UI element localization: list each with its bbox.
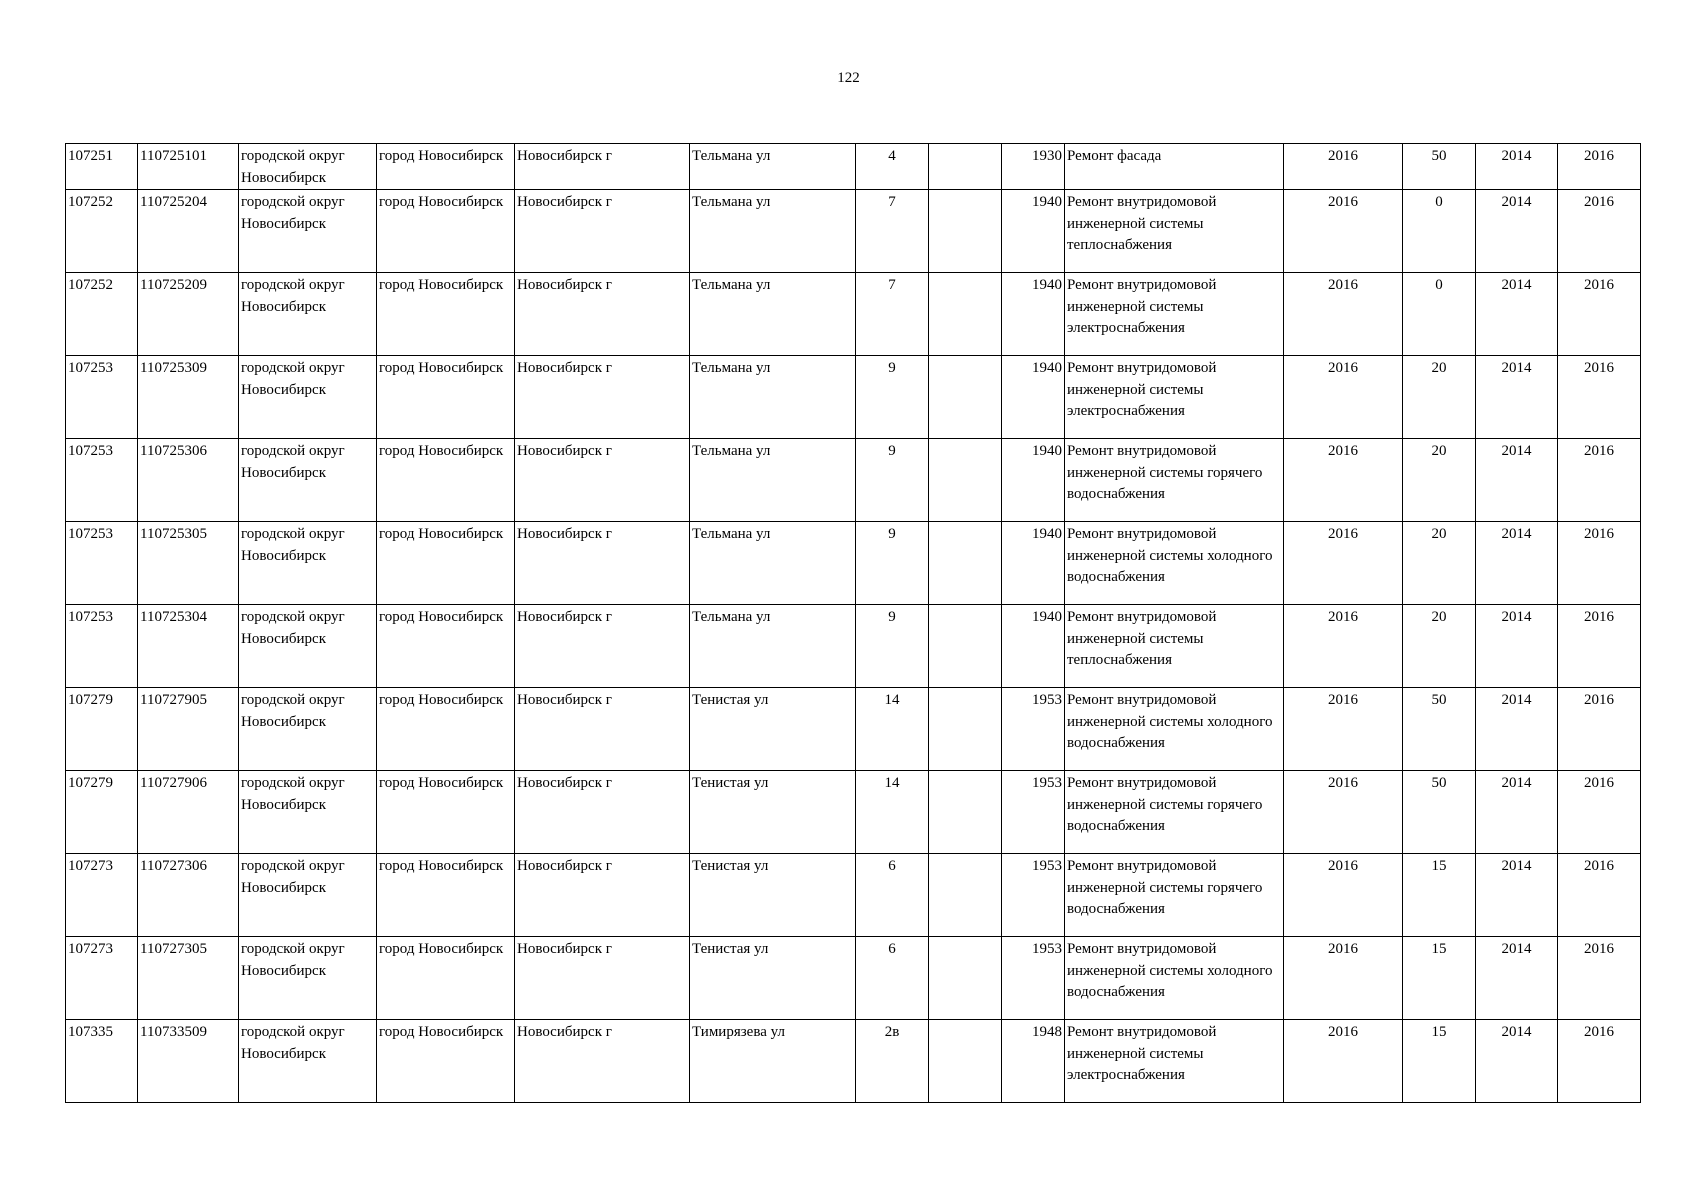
year-built-cell: 1953: [1002, 688, 1065, 771]
building-cell: [929, 688, 1002, 771]
street-cell: Тельмана ул: [690, 356, 856, 439]
street-cell: Тенистая ул: [690, 937, 856, 1020]
building-cell: [929, 273, 1002, 356]
district-cell: городской округ Новосибирск: [239, 522, 377, 605]
year-to-cell: 2016: [1558, 1020, 1641, 1103]
work-type-cell: Ремонт внутридомовой инженерной системы электроснабжения: [1065, 273, 1284, 356]
year-from-cell: 2014: [1476, 688, 1558, 771]
year-from-cell: 2014: [1476, 356, 1558, 439]
locality-cell: Новосибирск г: [515, 605, 690, 688]
year-built-cell: 1948: [1002, 1020, 1065, 1103]
locality-cell: Новосибирск г: [515, 1020, 690, 1103]
year-built-cell: 1940: [1002, 356, 1065, 439]
year-built-cell: 1940: [1002, 273, 1065, 356]
house-number-cell: 4: [856, 144, 929, 190]
house-number-cell: 14: [856, 771, 929, 854]
work-type-cell: Ремонт внутридомовой инженерной системы электроснабжения: [1065, 1020, 1284, 1103]
plan-year-cell: 2016: [1284, 854, 1403, 937]
record-id-cell: 107253: [66, 522, 138, 605]
work-type-cell: Ремонт внутридомовой инженерной системы электроснабжения: [1065, 356, 1284, 439]
wear-percent-cell: 50: [1403, 771, 1476, 854]
record-code-cell: 110727906: [138, 771, 239, 854]
record-code-cell: 110725304: [138, 605, 239, 688]
record-id-cell: 107253: [66, 439, 138, 522]
record-id-cell: 107253: [66, 356, 138, 439]
record-code-cell: 110727306: [138, 854, 239, 937]
year-to-cell: 2016: [1558, 688, 1641, 771]
record-code-cell: 110725309: [138, 356, 239, 439]
year-built-cell: 1940: [1002, 439, 1065, 522]
wear-percent-cell: 20: [1403, 522, 1476, 605]
wear-percent-cell: 0: [1403, 273, 1476, 356]
district-cell: городской округ Новосибирск: [239, 273, 377, 356]
table-row: [66, 937, 1641, 1020]
house-number-cell: 6: [856, 854, 929, 937]
building-cell: [929, 144, 1002, 190]
year-built-cell: 1940: [1002, 522, 1065, 605]
plan-year-cell: 2016: [1284, 937, 1403, 1020]
work-type-cell: Ремонт внутридомовой инженерной системы холодного водоснабжения: [1065, 688, 1284, 771]
municipality-cell: город Новосибирск: [377, 522, 515, 605]
record-id-cell: 107252: [66, 273, 138, 356]
plan-year-cell: 2016: [1284, 190, 1403, 273]
year-to-cell: 2016: [1558, 144, 1641, 190]
building-cell: [929, 439, 1002, 522]
municipality-cell: город Новосибирск: [377, 854, 515, 937]
plan-year-cell: 2016: [1284, 356, 1403, 439]
year-from-cell: 2014: [1476, 190, 1558, 273]
record-code-cell: 110725209: [138, 273, 239, 356]
record-id-cell: 107279: [66, 688, 138, 771]
year-to-cell: 2016: [1558, 439, 1641, 522]
wear-percent-cell: 20: [1403, 439, 1476, 522]
house-number-cell: 9: [856, 356, 929, 439]
record-code-cell: 110727305: [138, 937, 239, 1020]
table-row: [66, 688, 1641, 771]
locality-cell: Новосибирск г: [515, 190, 690, 273]
record-code-cell: 110733509: [138, 1020, 239, 1103]
house-number-cell: 2в: [856, 1020, 929, 1103]
record-id-cell: 107279: [66, 771, 138, 854]
wear-percent-cell: 50: [1403, 688, 1476, 771]
work-type-cell: Ремонт внутридомовой инженерной системы горячего водоснабжения: [1065, 771, 1284, 854]
year-built-cell: 1953: [1002, 771, 1065, 854]
street-cell: Тельмана ул: [690, 273, 856, 356]
year-from-cell: 2014: [1476, 771, 1558, 854]
district-cell: городской округ Новосибирск: [239, 605, 377, 688]
register-table: [65, 143, 1641, 1103]
record-id-cell: 107253: [66, 605, 138, 688]
street-cell: Тельмана ул: [690, 190, 856, 273]
wear-percent-cell: 20: [1403, 356, 1476, 439]
municipality-cell: город Новосибирск: [377, 771, 515, 854]
year-to-cell: 2016: [1558, 937, 1641, 1020]
record-code-cell: 110725101: [138, 144, 239, 190]
wear-percent-cell: 15: [1403, 854, 1476, 937]
page-number: 122: [837, 70, 860, 86]
municipality-cell: город Новосибирск: [377, 190, 515, 273]
building-cell: [929, 522, 1002, 605]
house-number-cell: 7: [856, 190, 929, 273]
work-type-cell: Ремонт внутридомовой инженерной системы теплоснабжения: [1065, 605, 1284, 688]
year-to-cell: 2016: [1558, 273, 1641, 356]
plan-year-cell: 2016: [1284, 1020, 1403, 1103]
record-id-cell: 107252: [66, 190, 138, 273]
locality-cell: Новосибирск г: [515, 273, 690, 356]
table-row: [66, 273, 1641, 356]
year-to-cell: 2016: [1558, 605, 1641, 688]
table-row: [66, 190, 1641, 273]
work-type-cell: Ремонт фасада: [1065, 144, 1284, 190]
plan-year-cell: 2016: [1284, 273, 1403, 356]
record-id-cell: 107273: [66, 854, 138, 937]
year-from-cell: 2014: [1476, 605, 1558, 688]
year-from-cell: 2014: [1476, 144, 1558, 190]
year-built-cell: 1930: [1002, 144, 1065, 190]
work-type-cell: Ремонт внутридомовой инженерной системы горячего водоснабжения: [1065, 854, 1284, 937]
house-number-cell: 9: [856, 522, 929, 605]
year-from-cell: 2014: [1476, 854, 1558, 937]
record-id-cell: 107251: [66, 144, 138, 190]
municipality-cell: город Новосибирск: [377, 1020, 515, 1103]
year-built-cell: 1953: [1002, 854, 1065, 937]
district-cell: городской округ Новосибирск: [239, 439, 377, 522]
record-id-cell: 107335: [66, 1020, 138, 1103]
plan-year-cell: 2016: [1284, 522, 1403, 605]
table-row: [66, 1020, 1641, 1103]
district-cell: городской округ Новосибирск: [239, 688, 377, 771]
work-type-cell: Ремонт внутридомовой инженерной системы теплоснабжения: [1065, 190, 1284, 273]
municipality-cell: город Новосибирск: [377, 273, 515, 356]
record-code-cell: 110725306: [138, 439, 239, 522]
street-cell: Тельмана ул: [690, 439, 856, 522]
plan-year-cell: 2016: [1284, 439, 1403, 522]
year-to-cell: 2016: [1558, 771, 1641, 854]
locality-cell: Новосибирск г: [515, 854, 690, 937]
work-type-cell: Ремонт внутридомовой инженерной системы холодного водоснабжения: [1065, 937, 1284, 1020]
street-cell: Тельмана ул: [690, 144, 856, 190]
table-body: [66, 144, 1641, 1103]
year-from-cell: 2014: [1476, 1020, 1558, 1103]
work-type-cell: Ремонт внутридомовой инженерной системы горячего водоснабжения: [1065, 439, 1284, 522]
record-code-cell: 110727905: [138, 688, 239, 771]
table-row: [66, 854, 1641, 937]
record-code-cell: 110725204: [138, 190, 239, 273]
municipality-cell: город Новосибирск: [377, 356, 515, 439]
plan-year-cell: 2016: [1284, 605, 1403, 688]
wear-percent-cell: 15: [1403, 937, 1476, 1020]
plan-year-cell: 2016: [1284, 771, 1403, 854]
building-cell: [929, 1020, 1002, 1103]
district-cell: городской округ Новосибирск: [239, 144, 377, 190]
municipality-cell: город Новосибирск: [377, 439, 515, 522]
locality-cell: Новосибирск г: [515, 356, 690, 439]
street-cell: Тельмана ул: [690, 605, 856, 688]
district-cell: городской округ Новосибирск: [239, 854, 377, 937]
wear-percent-cell: 50: [1403, 144, 1476, 190]
year-to-cell: 2016: [1558, 190, 1641, 273]
house-number-cell: 6: [856, 937, 929, 1020]
municipality-cell: город Новосибирск: [377, 937, 515, 1020]
year-from-cell: 2014: [1476, 439, 1558, 522]
year-built-cell: 1953: [1002, 937, 1065, 1020]
municipality-cell: город Новосибирск: [377, 688, 515, 771]
district-cell: городской округ Новосибирск: [239, 356, 377, 439]
record-id-cell: 107273: [66, 937, 138, 1020]
district-cell: городской округ Новосибирск: [239, 190, 377, 273]
house-number-cell: 9: [856, 439, 929, 522]
year-from-cell: 2014: [1476, 522, 1558, 605]
plan-year-cell: 2016: [1284, 144, 1403, 190]
street-cell: Тенистая ул: [690, 771, 856, 854]
table-row: [66, 356, 1641, 439]
street-cell: Тельмана ул: [690, 522, 856, 605]
building-cell: [929, 605, 1002, 688]
wear-percent-cell: 15: [1403, 1020, 1476, 1103]
locality-cell: Новосибирск г: [515, 688, 690, 771]
building-cell: [929, 771, 1002, 854]
table-row: [66, 522, 1641, 605]
year-to-cell: 2016: [1558, 356, 1641, 439]
house-number-cell: 14: [856, 688, 929, 771]
street-cell: Тенистая ул: [690, 688, 856, 771]
work-type-cell: Ремонт внутридомовой инженерной системы холодного водоснабжения: [1065, 522, 1284, 605]
street-cell: Тенистая ул: [690, 854, 856, 937]
year-to-cell: 2016: [1558, 522, 1641, 605]
locality-cell: Новосибирск г: [515, 771, 690, 854]
building-cell: [929, 937, 1002, 1020]
table-row: [66, 144, 1641, 190]
locality-cell: Новосибирск г: [515, 144, 690, 190]
table-row: [66, 771, 1641, 854]
district-cell: городской округ Новосибирск: [239, 1020, 377, 1103]
municipality-cell: город Новосибирск: [377, 144, 515, 190]
district-cell: городской округ Новосибирск: [239, 771, 377, 854]
table-row: [66, 439, 1641, 522]
record-code-cell: 110725305: [138, 522, 239, 605]
building-cell: [929, 854, 1002, 937]
building-cell: [929, 356, 1002, 439]
house-number-cell: 9: [856, 605, 929, 688]
building-cell: [929, 190, 1002, 273]
house-number-cell: 7: [856, 273, 929, 356]
plan-year-cell: 2016: [1284, 688, 1403, 771]
wear-percent-cell: 20: [1403, 605, 1476, 688]
year-from-cell: 2014: [1476, 937, 1558, 1020]
year-from-cell: 2014: [1476, 273, 1558, 356]
street-cell: Тимирязева ул: [690, 1020, 856, 1103]
year-built-cell: 1940: [1002, 190, 1065, 273]
district-cell: городской округ Новосибирск: [239, 937, 377, 1020]
year-to-cell: 2016: [1558, 854, 1641, 937]
locality-cell: Новосибирск г: [515, 439, 690, 522]
year-built-cell: 1940: [1002, 605, 1065, 688]
table-row: [66, 605, 1641, 688]
municipality-cell: город Новосибирск: [377, 605, 515, 688]
locality-cell: Новосибирск г: [515, 522, 690, 605]
wear-percent-cell: 0: [1403, 190, 1476, 273]
locality-cell: Новосибирск г: [515, 937, 690, 1020]
